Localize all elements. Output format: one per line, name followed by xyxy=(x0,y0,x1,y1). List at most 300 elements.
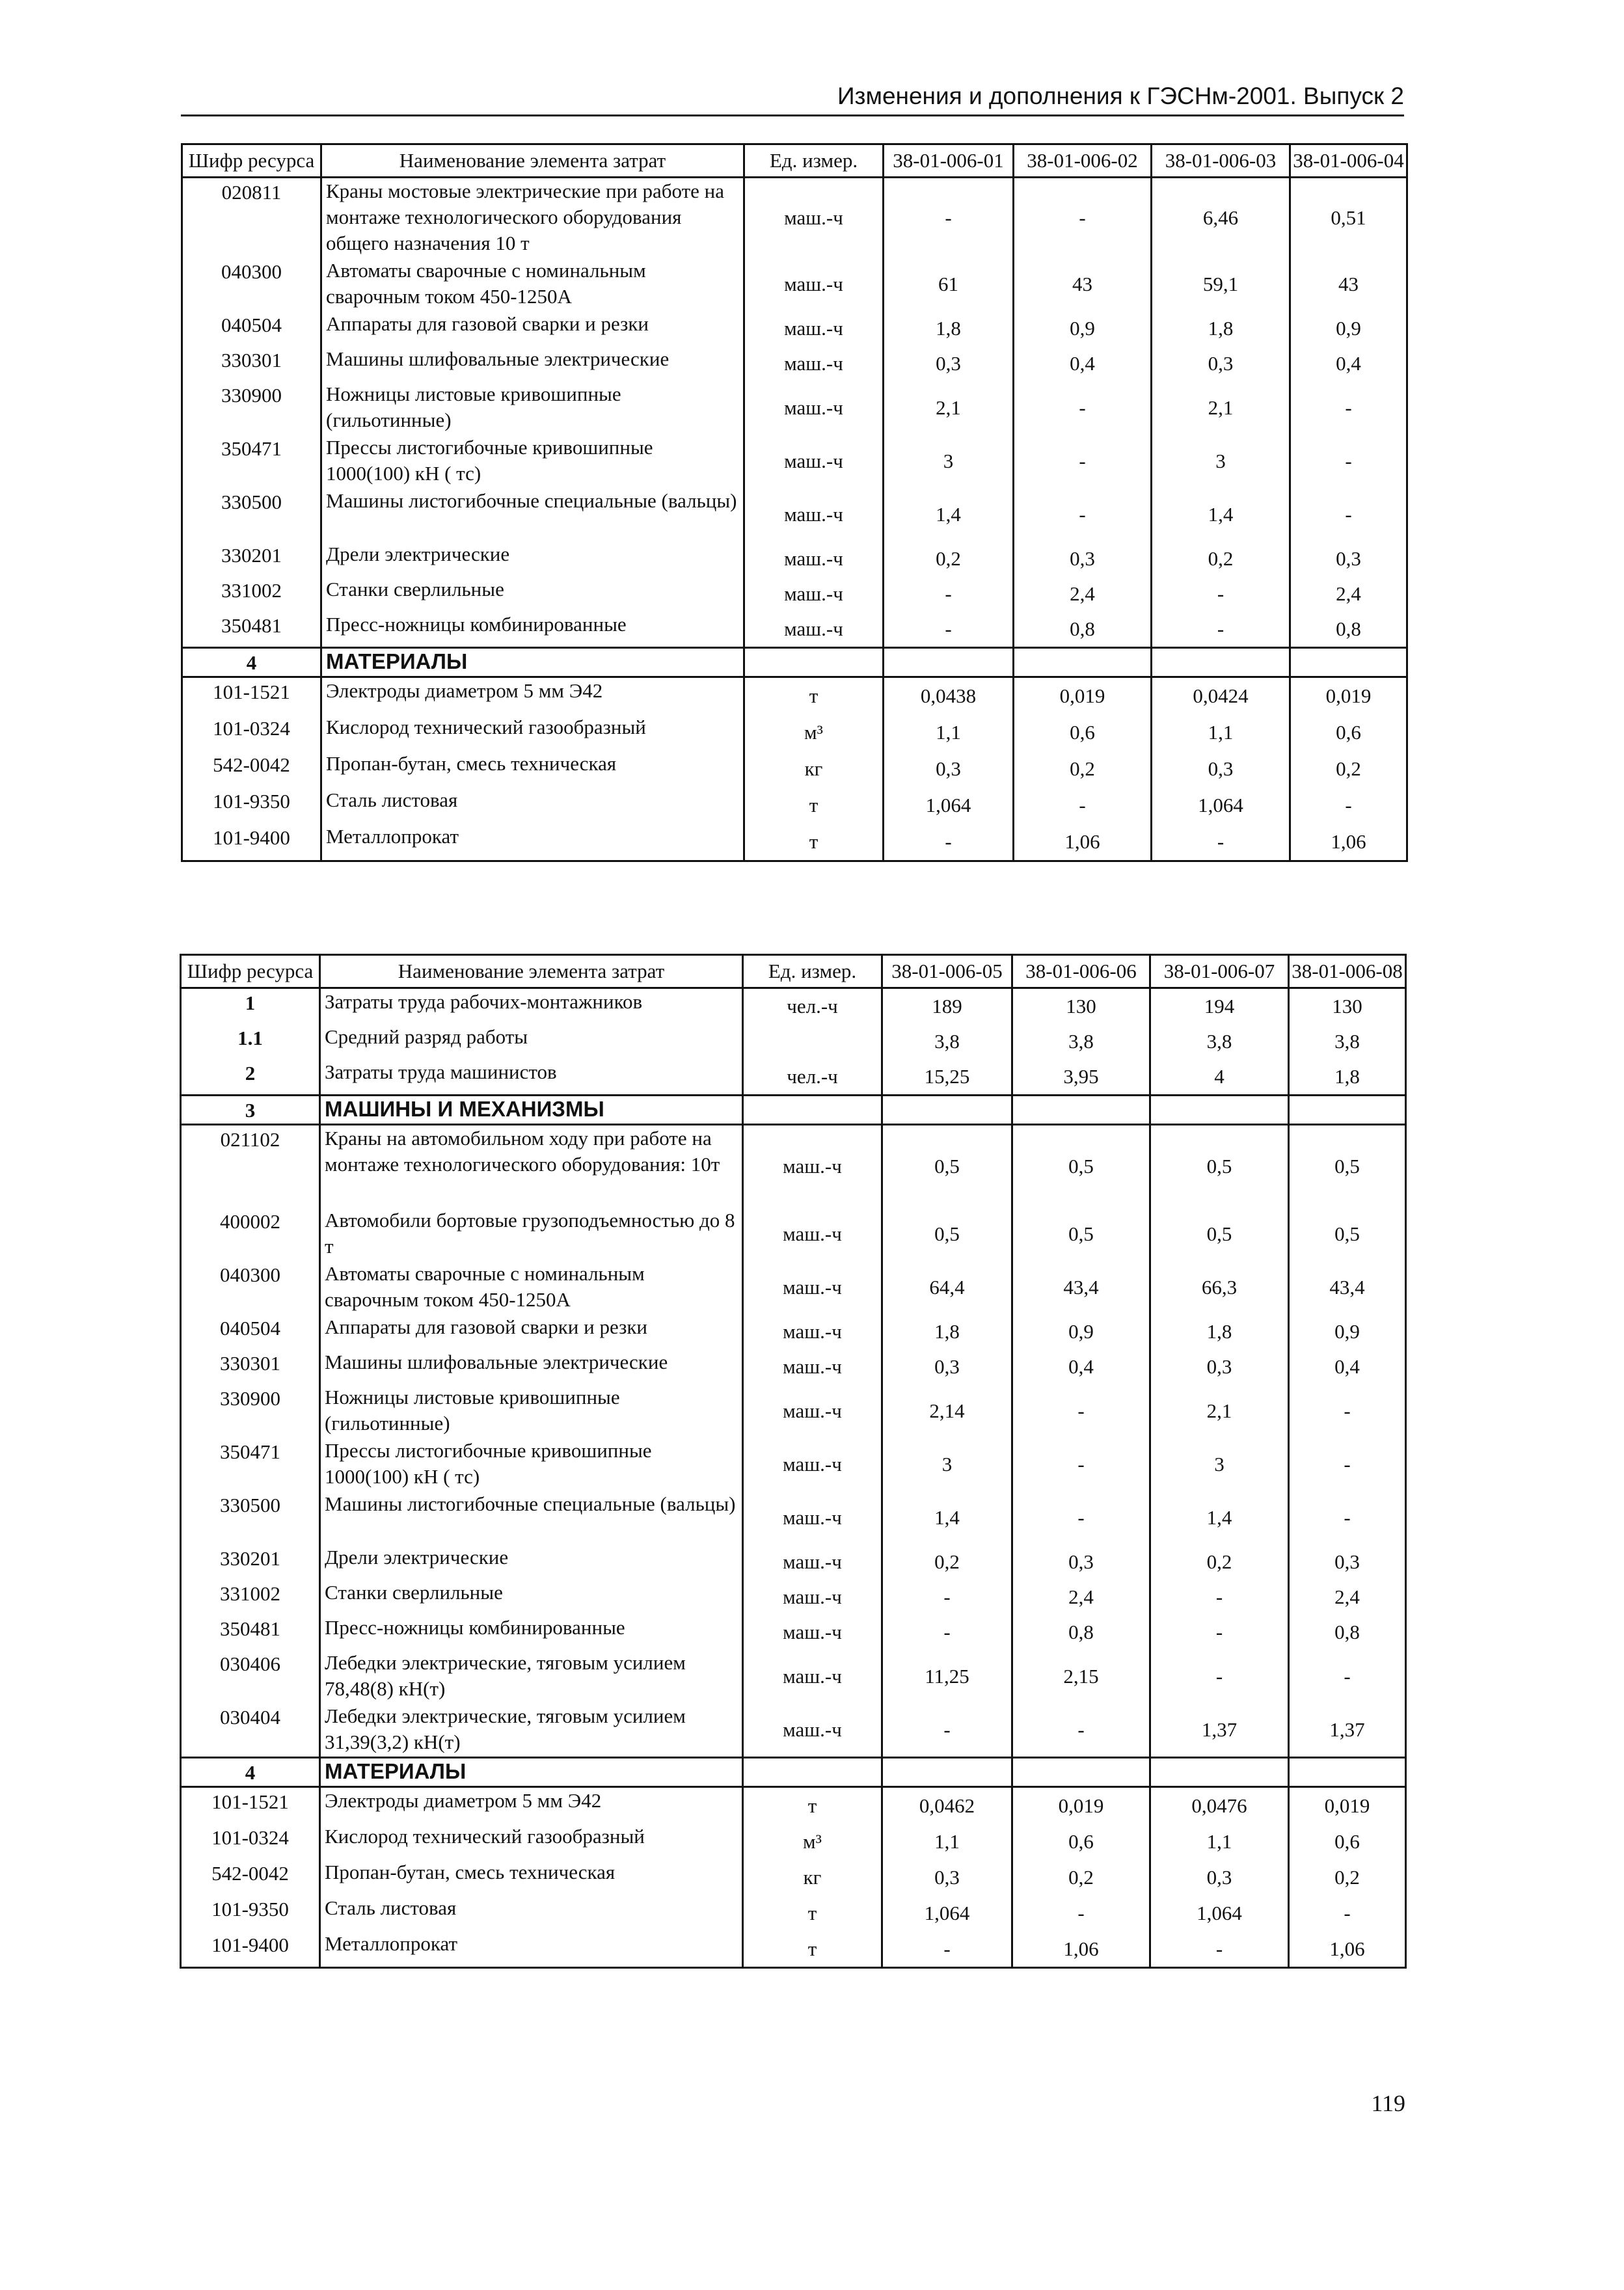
value-3: 3 xyxy=(1152,435,1290,488)
value-3: 0,2 xyxy=(1150,1544,1289,1580)
resource-name: Сталь листовая xyxy=(321,787,744,824)
value-2: 0,8 xyxy=(1014,612,1152,648)
unit: маш.-ч xyxy=(743,1384,882,1438)
value-3: 0,3 xyxy=(1150,1349,1289,1384)
resource-code: 101-1521 xyxy=(182,677,321,715)
value-4: 0,6 xyxy=(1290,714,1407,751)
unit: маш.-ч xyxy=(743,1314,882,1349)
resource-code: 030406 xyxy=(181,1650,320,1703)
unit: маш.-ч xyxy=(744,435,884,488)
resource-code: 350471 xyxy=(181,1438,320,1491)
value-1: 1,4 xyxy=(884,488,1014,541)
table-row xyxy=(182,677,1407,715)
resource-name: Аппараты для газовой сварки и резки xyxy=(321,311,744,346)
resource-name: Средний разряд работы xyxy=(320,1024,743,1059)
value-2: 2,15 xyxy=(1012,1650,1150,1703)
unit: т xyxy=(744,677,884,715)
section-row xyxy=(182,648,1407,677)
resource-name: Кислород технический газообразный xyxy=(320,1824,743,1859)
value-1: - xyxy=(882,1931,1012,1968)
resource-code: 040504 xyxy=(182,311,321,346)
value-1: 1,4 xyxy=(882,1491,1012,1544)
value-2: 0,9 xyxy=(1014,311,1152,346)
value-3: - xyxy=(1152,612,1290,648)
resource-code: 2 xyxy=(181,1059,320,1096)
header-unit: Ед. измер. xyxy=(743,955,882,988)
value-2: 0,6 xyxy=(1014,714,1152,751)
resource-code: 020811 xyxy=(182,178,321,258)
value-1: - xyxy=(882,1615,1012,1650)
value-3: 59,1 xyxy=(1152,258,1290,311)
value-4: 0,51 xyxy=(1290,178,1407,258)
value-4: - xyxy=(1289,1895,1406,1931)
section-title: МАТЕРИАЛЫ xyxy=(320,1758,743,1787)
header-col-3: 38-01-006-03 xyxy=(1152,144,1290,178)
section-code: 3 xyxy=(181,1096,320,1125)
value-2: - xyxy=(1014,787,1152,824)
value-4: 0,3 xyxy=(1289,1544,1406,1580)
value-2: 130 xyxy=(1012,988,1150,1025)
resource-name: Автоматы сварочные с номинальным сварочным током 450-1250А xyxy=(321,258,744,311)
resource-name: Лебедки электрические, тяговым усилием 78,48(8) кН(т) xyxy=(320,1650,743,1703)
unit xyxy=(743,1024,882,1059)
value-1: 1,8 xyxy=(882,1314,1012,1349)
value-4: 1,06 xyxy=(1289,1931,1406,1968)
value-2: 0,3 xyxy=(1012,1544,1150,1580)
unit: маш.-ч xyxy=(743,1580,882,1615)
resource-name: Пропан-бутан, смесь техническая xyxy=(321,751,744,787)
table-row xyxy=(181,1349,1406,1384)
value-1: 2,1 xyxy=(884,381,1014,435)
value-1: 189 xyxy=(882,988,1012,1025)
resource-name: Лебедки электрические, тяговым усилием 31,39(3,2) кН(т) xyxy=(320,1703,743,1758)
unit: маш.-ч xyxy=(744,576,884,612)
value-3: 1,8 xyxy=(1150,1314,1289,1349)
value-3: 0,3 xyxy=(1150,1859,1289,1895)
value-2: - xyxy=(1012,1491,1150,1544)
resource-code: 350481 xyxy=(182,612,321,648)
value-4: 0,8 xyxy=(1289,1615,1406,1650)
resource-name: Аппараты для газовой сварки и резки xyxy=(320,1314,743,1349)
value-2: 0,4 xyxy=(1014,346,1152,381)
value-3: 1,1 xyxy=(1150,1824,1289,1859)
value-2: 2,4 xyxy=(1012,1580,1150,1615)
value-3: 1,4 xyxy=(1152,488,1290,541)
value-2: - xyxy=(1014,178,1152,258)
value-3: 0,5 xyxy=(1150,1207,1289,1261)
value-1: 15,25 xyxy=(882,1059,1012,1096)
value-4: 0,019 xyxy=(1289,1787,1406,1824)
table-row xyxy=(181,1438,1406,1491)
value-4: - xyxy=(1290,381,1407,435)
value-4: 43 xyxy=(1290,258,1407,311)
value-2: - xyxy=(1012,1438,1150,1491)
value-4: 2,4 xyxy=(1289,1580,1406,1615)
resource-code: 330900 xyxy=(182,381,321,435)
table-row xyxy=(181,1895,1406,1931)
value-3: 2,1 xyxy=(1150,1384,1289,1438)
value-2: 2,4 xyxy=(1014,576,1152,612)
empty-cell xyxy=(1152,648,1290,677)
header-col-2: 38-01-006-06 xyxy=(1012,955,1150,988)
table-row xyxy=(181,1859,1406,1895)
resource-name: Автомобили бортовые грузоподъемностью до 8 т xyxy=(320,1207,743,1261)
value-1: 3 xyxy=(882,1438,1012,1491)
section-code: 4 xyxy=(181,1758,320,1787)
unit: т xyxy=(744,824,884,861)
resource-code: 101-0324 xyxy=(182,714,321,751)
value-1: - xyxy=(882,1580,1012,1615)
table-row xyxy=(182,824,1407,861)
value-1: 1,8 xyxy=(884,311,1014,346)
empty-cell xyxy=(743,1758,882,1787)
table-row xyxy=(181,988,1406,1025)
value-4: 0,4 xyxy=(1289,1349,1406,1384)
value-4: 0,019 xyxy=(1290,677,1407,715)
unit: кг xyxy=(744,751,884,787)
unit: т xyxy=(743,1787,882,1824)
header-code: Шифр ресурса xyxy=(182,144,321,178)
value-2: 0,5 xyxy=(1012,1125,1150,1208)
value-4: 0,4 xyxy=(1290,346,1407,381)
resource-name: Электроды диаметром 5 мм Э42 xyxy=(321,677,744,715)
resource-name: Машины шлифовальные электрические xyxy=(321,346,744,381)
value-3: 2,1 xyxy=(1152,381,1290,435)
value-1: 1,064 xyxy=(882,1895,1012,1931)
value-3: 1,1 xyxy=(1152,714,1290,751)
value-3: - xyxy=(1150,1650,1289,1703)
value-2: 0,019 xyxy=(1012,1787,1150,1824)
value-2: 3,95 xyxy=(1012,1059,1150,1096)
value-3: 0,0476 xyxy=(1150,1787,1289,1824)
resource-name: Ножницы листовые кривошипные (гильотинные) xyxy=(320,1384,743,1438)
value-3: 0,5 xyxy=(1150,1125,1289,1208)
value-2: 3,8 xyxy=(1012,1024,1150,1059)
table-row xyxy=(181,1703,1406,1758)
value-3: 3 xyxy=(1150,1438,1289,1491)
header-name: Наименование элемента затрат xyxy=(321,144,744,178)
resource-code: 101-0324 xyxy=(181,1824,320,1859)
table-row xyxy=(182,612,1407,648)
resource-code: 021102 xyxy=(181,1125,320,1208)
unit: маш.-ч xyxy=(744,346,884,381)
value-1: 0,3 xyxy=(882,1349,1012,1384)
resource-code: 350471 xyxy=(182,435,321,488)
value-3: 66,3 xyxy=(1150,1261,1289,1314)
resource-name: Краны на автомобильном ходу при работе на монтаже технологического оборудования: 10т xyxy=(320,1125,743,1208)
unit: т xyxy=(744,787,884,824)
table-row xyxy=(182,576,1407,612)
resource-code: 040300 xyxy=(182,258,321,311)
table-row xyxy=(182,311,1407,346)
unit: маш.-ч xyxy=(743,1615,882,1650)
table-row xyxy=(182,541,1407,576)
unit: маш.-ч xyxy=(743,1703,882,1758)
value-4: 0,3 xyxy=(1290,541,1407,576)
empty-cell xyxy=(1289,1758,1406,1787)
value-4: 0,9 xyxy=(1290,311,1407,346)
resource-name: Дрели электрические xyxy=(321,541,744,576)
unit: маш.-ч xyxy=(744,178,884,258)
value-1: 0,2 xyxy=(884,541,1014,576)
resource-code: 400002 xyxy=(181,1207,320,1261)
value-2: 0,4 xyxy=(1012,1349,1150,1384)
resource-code: 101-9350 xyxy=(182,787,321,824)
value-4: - xyxy=(1290,435,1407,488)
unit: маш.-ч xyxy=(744,612,884,648)
resource-name: Автоматы сварочные с номинальным сварочным током 450-1250А xyxy=(320,1261,743,1314)
resource-name: Металлопрокат xyxy=(320,1931,743,1968)
header-col-3: 38-01-006-07 xyxy=(1150,955,1289,988)
unit: маш.-ч xyxy=(743,1650,882,1703)
unit: т xyxy=(743,1931,882,1968)
header-name: Наименование элемента затрат xyxy=(320,955,743,988)
table-row xyxy=(181,1544,1406,1580)
header-col-1: 38-01-006-01 xyxy=(884,144,1014,178)
table-row xyxy=(181,1024,1406,1059)
page-header: Изменения и дополнения к ГЭСНм-2001. Выпуск 2 xyxy=(181,81,1404,116)
resource-code: 101-9400 xyxy=(181,1931,320,1968)
unit: м³ xyxy=(743,1824,882,1859)
value-1: 3 xyxy=(884,435,1014,488)
empty-cell xyxy=(744,648,884,677)
table-row xyxy=(181,1314,1406,1349)
resource-code: 331002 xyxy=(182,576,321,612)
table-row xyxy=(182,258,1407,311)
value-4: 0,2 xyxy=(1289,1859,1406,1895)
resource-table-1 xyxy=(181,143,1408,862)
resource-code: 330201 xyxy=(181,1544,320,1580)
value-2: - xyxy=(1012,1895,1150,1931)
unit: чел.-ч xyxy=(743,1059,882,1096)
unit: маш.-ч xyxy=(743,1207,882,1261)
value-2: 0,9 xyxy=(1012,1314,1150,1349)
value-4: - xyxy=(1289,1438,1406,1491)
resource-code: 101-1521 xyxy=(181,1787,320,1824)
value-2: 0,5 xyxy=(1012,1207,1150,1261)
value-3: 1,4 xyxy=(1150,1491,1289,1544)
value-3: - xyxy=(1152,824,1290,861)
value-4: 43,4 xyxy=(1289,1261,1406,1314)
resource-code: 040300 xyxy=(181,1261,320,1314)
empty-cell xyxy=(882,1096,1012,1125)
resource-name: Дрели электрические xyxy=(320,1544,743,1580)
unit: маш.-ч xyxy=(744,258,884,311)
resource-name: Затраты труда рабочих-монтажников xyxy=(320,988,743,1025)
value-4: 1,37 xyxy=(1289,1703,1406,1758)
header-unit: Ед. измер. xyxy=(744,144,884,178)
value-1: 2,14 xyxy=(882,1384,1012,1438)
value-3: - xyxy=(1150,1580,1289,1615)
empty-cell xyxy=(1012,1096,1150,1125)
empty-cell xyxy=(884,648,1014,677)
empty-cell xyxy=(1012,1758,1150,1787)
table-row xyxy=(181,1615,1406,1650)
table-row xyxy=(182,751,1407,787)
value-2: 0,2 xyxy=(1014,751,1152,787)
unit: маш.-ч xyxy=(744,381,884,435)
value-4: 130 xyxy=(1289,988,1406,1025)
value-1: 0,3 xyxy=(882,1859,1012,1895)
table-row xyxy=(182,178,1407,258)
empty-cell xyxy=(1289,1096,1406,1125)
value-1: 0,3 xyxy=(884,346,1014,381)
resource-name: Станки сверлильные xyxy=(321,576,744,612)
resource-name: Пресс-ножницы комбинированные xyxy=(321,612,744,648)
empty-cell xyxy=(1290,648,1407,677)
resource-code: 330500 xyxy=(182,488,321,541)
table-header-row xyxy=(182,144,1407,178)
value-4: 0,2 xyxy=(1290,751,1407,787)
resource-code: 1 xyxy=(181,988,320,1025)
value-3: - xyxy=(1152,576,1290,612)
value-2: 43 xyxy=(1014,258,1152,311)
value-1: 0,5 xyxy=(882,1125,1012,1208)
resource-name: Пропан-бутан, смесь техническая xyxy=(320,1859,743,1895)
resource-code: 542-0042 xyxy=(181,1859,320,1895)
resource-code: 330301 xyxy=(182,346,321,381)
value-4: 0,8 xyxy=(1290,612,1407,648)
resource-code: 330500 xyxy=(181,1491,320,1544)
value-1: - xyxy=(884,612,1014,648)
value-1: 0,5 xyxy=(882,1207,1012,1261)
value-3: 0,3 xyxy=(1152,751,1290,787)
value-2: 0,019 xyxy=(1014,677,1152,715)
value-1: 61 xyxy=(884,258,1014,311)
empty-cell xyxy=(1014,648,1152,677)
value-4: 3,8 xyxy=(1289,1024,1406,1059)
value-1: 1,1 xyxy=(884,714,1014,751)
resource-name: Затраты труда машинистов xyxy=(320,1059,743,1096)
resource-code: 542-0042 xyxy=(182,751,321,787)
value-1: 11,25 xyxy=(882,1650,1012,1703)
value-1: 0,0462 xyxy=(882,1787,1012,1824)
value-4: - xyxy=(1289,1384,1406,1438)
table-row xyxy=(182,435,1407,488)
value-1: 64,4 xyxy=(882,1261,1012,1314)
header-col-2: 38-01-006-02 xyxy=(1014,144,1152,178)
resource-name: Ножницы листовые кривошипные (гильотинные) xyxy=(321,381,744,435)
value-3: 3,8 xyxy=(1150,1024,1289,1059)
value-3: 1,8 xyxy=(1152,311,1290,346)
value-4: - xyxy=(1290,488,1407,541)
value-3: 0,3 xyxy=(1152,346,1290,381)
value-4: 0,5 xyxy=(1289,1207,1406,1261)
value-1: 0,3 xyxy=(884,751,1014,787)
value-3: 0,0424 xyxy=(1152,677,1290,715)
table-row xyxy=(182,488,1407,541)
value-3: 1,37 xyxy=(1150,1703,1289,1758)
value-3: 0,2 xyxy=(1152,541,1290,576)
value-4: - xyxy=(1290,787,1407,824)
section-row xyxy=(181,1096,1406,1125)
resource-name: Машины листогибочные специальные (вальцы) xyxy=(320,1491,743,1544)
table-row xyxy=(181,1787,1406,1824)
resource-name: Электроды диаметром 5 мм Э42 xyxy=(320,1787,743,1824)
empty-cell xyxy=(1150,1758,1289,1787)
value-1: - xyxy=(884,178,1014,258)
resource-name: Металлопрокат xyxy=(321,824,744,861)
empty-cell xyxy=(1150,1096,1289,1125)
value-1: 0,0438 xyxy=(884,677,1014,715)
resource-code: 101-9350 xyxy=(181,1895,320,1931)
value-2: 1,06 xyxy=(1014,824,1152,861)
resource-code: 350481 xyxy=(181,1615,320,1650)
table-row xyxy=(182,346,1407,381)
value-1: - xyxy=(884,576,1014,612)
unit: м³ xyxy=(744,714,884,751)
resource-name: Машины шлифовальные электрические xyxy=(320,1349,743,1384)
table-row xyxy=(181,1931,1406,1968)
resource-name: Пресс-ножницы комбинированные xyxy=(320,1615,743,1650)
resource-table-2 xyxy=(180,954,1407,1969)
table-row xyxy=(181,1650,1406,1703)
value-3: 1,064 xyxy=(1150,1895,1289,1931)
header-col-4: 38-01-006-04 xyxy=(1290,144,1407,178)
header-code: Шифр ресурса xyxy=(181,955,320,988)
value-3: - xyxy=(1150,1931,1289,1968)
unit: маш.-ч xyxy=(743,1544,882,1580)
table-row xyxy=(181,1491,1406,1544)
value-1: 1,064 xyxy=(884,787,1014,824)
value-2: 0,8 xyxy=(1012,1615,1150,1650)
table-row xyxy=(181,1059,1406,1096)
resource-code: 330301 xyxy=(181,1349,320,1384)
section-title: МАШИНЫ И МЕХАНИЗМЫ xyxy=(320,1096,743,1125)
header-col-4: 38-01-006-08 xyxy=(1289,955,1406,988)
table-row xyxy=(182,787,1407,824)
value-2: 0,3 xyxy=(1014,541,1152,576)
resource-name: Станки сверлильные xyxy=(320,1580,743,1615)
unit: маш.-ч xyxy=(743,1261,882,1314)
table-row xyxy=(182,381,1407,435)
value-2: 0,6 xyxy=(1012,1824,1150,1859)
value-2: - xyxy=(1014,435,1152,488)
resource-name: Прессы листогибочные кривошипные 1000(100) кН ( тс) xyxy=(320,1438,743,1491)
value-4: 1,8 xyxy=(1289,1059,1406,1096)
value-4: - xyxy=(1289,1650,1406,1703)
value-2: - xyxy=(1014,488,1152,541)
resource-code: 331002 xyxy=(181,1580,320,1615)
table-row xyxy=(181,1261,1406,1314)
resource-code: 330900 xyxy=(181,1384,320,1438)
resource-name: Прессы листогибочные кривошипные 1000(100) кН ( тс) xyxy=(321,435,744,488)
resource-name: Кислород технический газообразный xyxy=(321,714,744,751)
value-4: 0,9 xyxy=(1289,1314,1406,1349)
unit: чел.-ч xyxy=(743,988,882,1025)
value-4: 0,5 xyxy=(1289,1125,1406,1208)
table-row xyxy=(181,1580,1406,1615)
value-4: 2,4 xyxy=(1290,576,1407,612)
value-2: 43,4 xyxy=(1012,1261,1150,1314)
value-2: - xyxy=(1012,1384,1150,1438)
value-4: - xyxy=(1289,1491,1406,1544)
resource-name: Машины листогибочные специальные (вальцы) xyxy=(321,488,744,541)
resource-code: 101-9400 xyxy=(182,824,321,861)
unit: маш.-ч xyxy=(743,1125,882,1208)
resource-code: 1.1 xyxy=(181,1024,320,1059)
table-row xyxy=(181,1824,1406,1859)
section-title: МАТЕРИАЛЫ xyxy=(321,648,744,677)
table-header-row xyxy=(181,955,1406,988)
header-col-1: 38-01-006-05 xyxy=(882,955,1012,988)
section-row xyxy=(181,1758,1406,1787)
value-3: 4 xyxy=(1150,1059,1289,1096)
value-1: - xyxy=(882,1703,1012,1758)
unit: маш.-ч xyxy=(744,541,884,576)
value-3: 6,46 xyxy=(1152,178,1290,258)
value-1: - xyxy=(884,824,1014,861)
